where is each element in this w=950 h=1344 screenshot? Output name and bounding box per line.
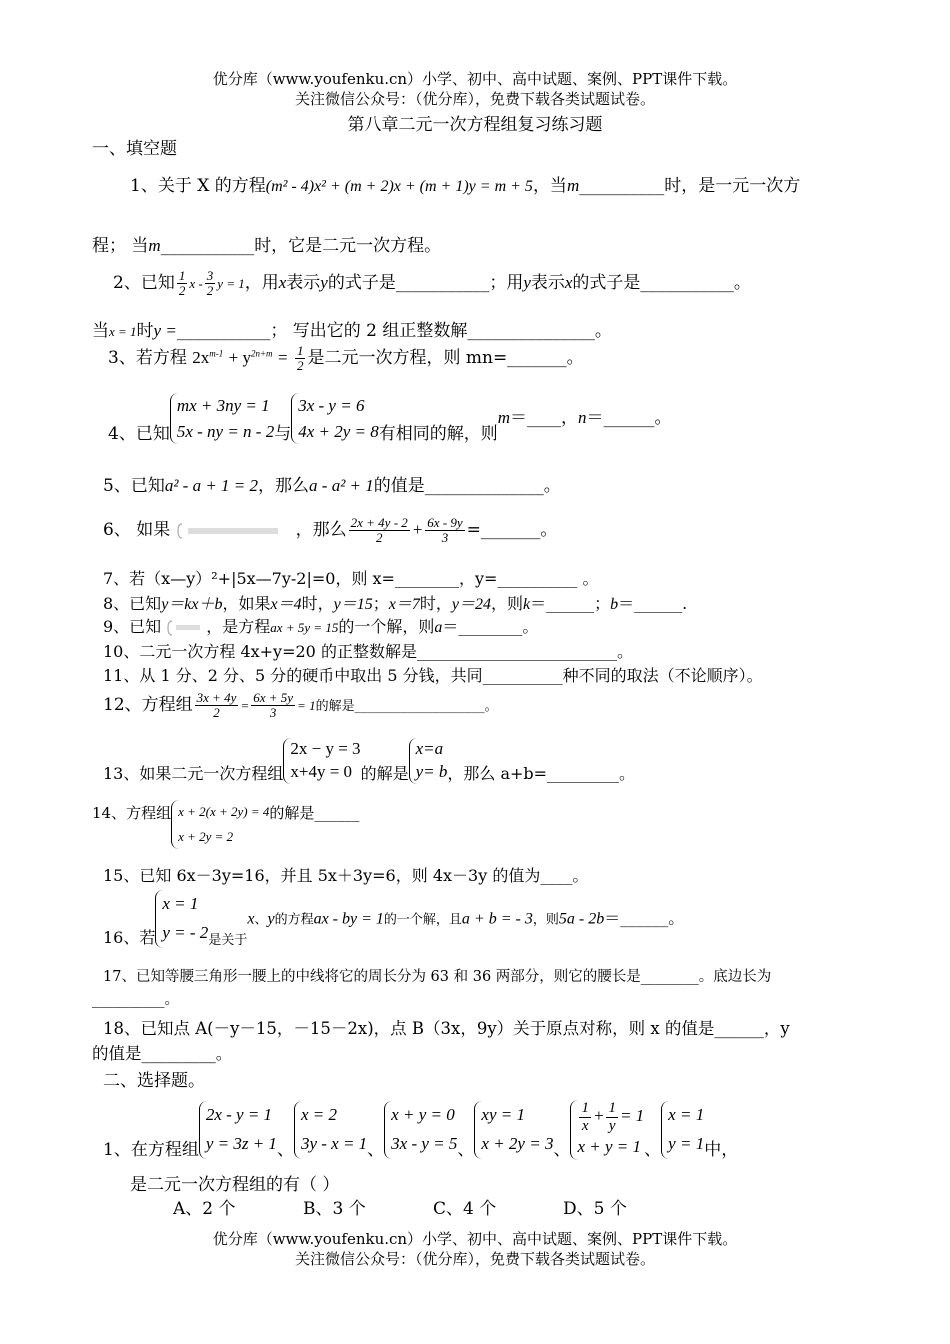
q12-tail: 的解是____________________。 [315,699,498,714]
c1-system-4 [474,1101,553,1159]
c1-s4b: x + 2y = 3 [481,1133,554,1153]
q9-var: a [434,619,443,636]
question-17-line2: __________。 [92,992,179,1008]
q2-frac1-num: 1 [178,267,186,283]
q5-eq1: a² - a + 1 = 2 [164,476,259,495]
question-8 [103,591,687,614]
question-6 [103,515,557,545]
c1-s5a-n1: 1 [581,1100,589,1116]
c1-system-6 [661,1101,704,1159]
q2-line2-eq: x = 1 [109,324,137,339]
site-header-line1: 优分库（www.youfenku.cn）小学、初中、高中试题、案例、PPT课件下载。 [212,70,738,88]
q2-var-x-2: x [564,273,573,292]
q6-f1-den: 2 [375,530,383,545]
c1-s3a: x + y = 0 [391,1104,455,1124]
question-14 [92,800,359,849]
page-title: 第八章二元一次方程组复习练习题 [347,115,603,135]
q13-sol-b: y= b [415,761,448,781]
q4-tail-a: 有相同的解，则 [378,424,498,444]
q2-text-e: 的式子是___________。 [572,273,751,293]
q6-mid: ，那么 [295,520,347,540]
q4-var-m: m [497,408,511,427]
q2-var-y-2: y [523,273,531,292]
q8-c12: ＝______. [618,594,688,613]
q8-c7: y＝24 [451,596,491,613]
q2-line2-a: 当 [92,321,109,341]
q12-f1-den: 2 [213,705,220,720]
q16-vy: y [267,910,275,928]
q2-text-c: 的式子是___________；用 [327,273,524,293]
q16-t6: ＝______。 [604,908,685,928]
q6-f1-num: 2x + 4y - 2 [350,514,408,530]
q3-den: 2 [296,358,304,373]
question-9 [103,614,538,637]
q8-c3: y＝15 [333,596,373,613]
q16-t5: ，则 [532,912,559,928]
q13-prefix: 13、如果二元一次方程组 [103,763,284,783]
question-2-line2 [92,316,612,341]
option-d[interactable]: D、5 个 [563,1199,627,1219]
q16-t3: 的方程 [274,912,314,928]
c1-system-5 [570,1100,644,1160]
q9-eq: ax + 5y = 15 [270,620,339,635]
c1-system-3 [384,1101,457,1159]
q14-sys-b: x + 2y = 2 [178,828,234,844]
q16-eq2: a + b = - 3 [461,910,533,928]
q2-text-d: 表示 [530,273,565,293]
q3-tail: 是二元一次方程，则 mn=_______。 [307,348,584,368]
q4-sys2-b: 4x + 2y = 8 [298,421,379,441]
q3-eq2: = [277,348,288,367]
c1-s5a-y: y [608,1117,616,1134]
c1-tail: 中， [704,1139,739,1160]
q4-prefix: 4、已知 [108,424,170,444]
q16-eq: ax - by = 1 [313,910,384,928]
q9-mid: ，是方程 [206,617,271,636]
q2-frac2-num: 3 [206,267,214,283]
q5-mid: ，那么 [258,476,310,496]
c1-sep-1: 、 [276,1139,294,1160]
q6-plus: + [411,520,424,539]
q1-blank: __________ [579,176,665,196]
question-13 [103,738,635,784]
question-2 [113,268,751,298]
q16-eq3: 5a - 2b [558,910,605,928]
q4-tail-c: ＝______。 [586,408,672,428]
q2-eq-end: y = 1 [217,276,245,291]
question-11: 11、从 1 分、2 分、5 分的硬币中取出 5 分钱，共同__________种不同的取法（不论顺序）。 [103,666,763,685]
c1-sep-4: 、 [553,1139,571,1160]
c1-s5a-x: x [581,1117,589,1134]
q9-prefix: 9、已知 [103,617,162,636]
q8-c5: x＝7 [388,596,420,613]
c1-s1b: y = 3z + 1 [205,1133,277,1153]
q12-f2-den: 3 [269,705,277,720]
q2-line2-b: 时 [136,321,154,341]
c1-s5b: x + y = 1 [577,1137,641,1156]
q1-var-2: m [148,236,161,255]
c1-prefix: 1、在方程组 [103,1139,199,1160]
q1-line2-a: 程； 当 [92,236,149,256]
option-c[interactable]: C、4 个 [433,1199,497,1219]
question-7: 7、若（x—y）²+|5x—7y-2|=0，则 x=________，y=__________ 。 [103,569,599,588]
q4-var-n: n [578,408,587,427]
q16-prefix: 16、若 [103,927,156,947]
c1-system-1 [199,1101,277,1159]
q6-tail: =_______。 [466,520,558,540]
q12-end: = 1 [297,698,316,713]
q13-sys-b: x+4y = 0 [290,761,353,781]
q6-faded-system-graphic [176,522,296,540]
q2-prefix: 2、已知 [113,273,175,293]
q4-system2 [291,393,379,444]
q4-sys1-a: mx + 3ny = 1 [176,396,270,415]
q16-t2: 、 [254,912,268,928]
q3-exp2: 2n+m [250,348,273,359]
q8-c6: 时， [419,594,452,613]
q3-num: 1 [296,342,304,358]
question-1 [130,171,800,196]
q8-c1: x＝4 [270,596,302,613]
q4-sys2-a: 3x - y = 6 [298,396,365,415]
q5-prefix: 5、已知 [103,476,165,496]
question-12 [103,690,498,720]
section-choice: 二、选择题。 [103,1071,205,1091]
site-footer-line1: 优分库（www.youfenku.cn）小学、初中、高中试题、案例、PPT课件下载。 [212,1230,738,1248]
q12-eq: = [240,698,250,713]
q2-line2-d: ___________； 写出它的 2 组正整数解_______________。 [176,321,612,341]
q6-f2-den: 3 [441,530,449,545]
q14-prefix: 14、方程组 [92,804,172,822]
c1-s6b: y = 1 [668,1133,705,1153]
section-fill-in: 一、填空题 [92,139,177,159]
q5-eq2: a - a² + 1 [309,476,374,495]
q16-system [155,890,208,948]
q12-f1-num: 3x + 4y [196,689,237,705]
c1-sep-2: 、 [367,1139,385,1160]
question-15: 15、已知 6x－3y=16，并且 5x＋3y=6，则 4x－3y 的值为____。 [103,866,589,885]
q16-t1: 是关于 [208,932,248,948]
q6-f2-num: 6x - 9y [427,514,463,530]
question-18-line1: 18、已知点 A(－y－15，－15－2x)，点 B（3x，9y）关于原点对称，则 x 的值是______，y [103,1019,790,1038]
q2-line2-c: y = [153,321,177,340]
choice-question-1 [103,1100,738,1160]
q14-sys-a: x + 2(x + 2y) = 4 [178,804,270,819]
question-18-line2: 的值是_________。 [92,1044,233,1063]
question-4 [108,393,672,444]
q9-faded-system-graphic [166,620,206,636]
c1-sep-3: 、 [457,1139,475,1160]
q4-sys1-b: 5x - ny = n - 2 [176,421,275,441]
q14-system [171,800,269,849]
q8-c2: 时， [301,594,334,613]
q14-tail: 的解是______ [269,804,360,822]
q3-prefix: 3、若方程 [108,348,187,368]
site-header-line2: 关注微信公众号：（优分库），免费下载各类试题试卷。 [294,90,655,108]
question-3 [108,343,584,373]
q8-c9: k [523,596,531,613]
c1-s2b: 3y - x = 1 [300,1133,368,1153]
option-a[interactable]: A、2 个 [173,1199,236,1219]
q13-tail: ，那么 a+b=_________。 [447,763,636,783]
q12-prefix: 12、方程组 [103,695,193,715]
q6-prefix: 6、 如果 [103,520,171,540]
choice-options [173,1194,693,1219]
c1-s5a [577,1100,644,1134]
question-1-line2 [92,231,441,256]
question-10: 10、二元一次方程 4x+y=20 的正整数解是_________________________。 [103,642,633,661]
q1-var: m [566,176,580,195]
q13-system [283,738,360,784]
question-16 [103,890,684,948]
c1-s1a: 2x - y = 1 [205,1104,273,1124]
q2-text-b: 表示 [286,273,321,293]
q2-frac1-den: 2 [178,283,186,298]
q2-var-x: x [278,273,287,292]
q8-eq: y＝kx＋b [161,596,223,613]
q13-sol-a: x=a [415,739,444,758]
q2-text-a: ，用 [244,273,279,293]
q3-eq: 2x [192,348,210,367]
q16-vx: x [247,910,255,928]
q1-line2-b: ___________时，它是二元一次方程。 [160,236,442,256]
q6-system-image [176,522,296,540]
q12-f2-num: 6x + 5y [253,689,294,705]
q4-mid: 与 [274,424,292,444]
q8-a: 8、已知 [103,594,162,613]
q8-b: ，如果 [222,594,271,613]
c1-s6a: x = 1 [668,1104,705,1124]
q8-c4: ； [372,594,389,613]
c1-system-2 [294,1101,367,1159]
q1-equation: (m² - 4)x² + (m + 2)x + (m + 1)y = m + 5 [265,178,533,195]
q4-tail-b: ＝____， [510,408,579,428]
q2-eq-mid: x - [189,276,203,291]
option-b[interactable]: B、3 个 [303,1199,366,1219]
question-5 [103,471,561,496]
q16-sys-a: x = 1 [162,894,199,913]
q3-plus: + y [228,348,251,367]
q9-tail-a: 的一个解，则 [338,617,435,636]
c1-s5a-n2: 1 [608,1100,616,1116]
c1-s4a: xy = 1 [481,1104,525,1124]
q5-tail: 的值是______________。 [373,476,561,496]
q1-tail: 时，是一元一次方 [664,176,801,196]
q4-system1 [170,393,274,444]
q13-solution [409,738,448,784]
c1-s2a: x = 2 [300,1104,337,1124]
c1-sep-5: 、 [644,1139,662,1160]
q9-tail-b: ＝________。 [442,617,539,636]
site-footer-line2: 关注微信公众号：（优分库），免费下载各类试题试卷。 [294,1250,655,1268]
c1-s5a-end: = 1 [619,1105,645,1125]
q1-prefix: 1、关于 X 的方程 [130,176,266,196]
q8-c10: ＝______； [530,594,611,613]
q2-var-y: y [320,273,328,292]
c1-s5a-plus: + [592,1105,605,1125]
q13-mid: 的解是 [360,763,409,783]
q1-mid: ，当 [532,176,567,196]
q2-frac2-den: 2 [206,283,214,298]
choice-question-1-line2: 是二元一次方程组的有（ ） [130,1175,340,1195]
q3-exp1: m-1 [209,348,224,359]
q16-sys-b: y = - 2 [162,922,209,942]
q8-c8: ，则 [491,594,524,613]
q13-sys-a: 2x − y = 3 [290,739,361,758]
q16-t4: 的一个解，且 [383,912,462,928]
q8-c11: b [610,596,619,613]
question-17-line1: 17、已知等腰三角形一腰上的中线将它的周长分为 63 和 36 两部分，则它的腰长是________。底边长为 [103,969,772,985]
c1-s3b: 3x - y = 5 [391,1133,458,1153]
